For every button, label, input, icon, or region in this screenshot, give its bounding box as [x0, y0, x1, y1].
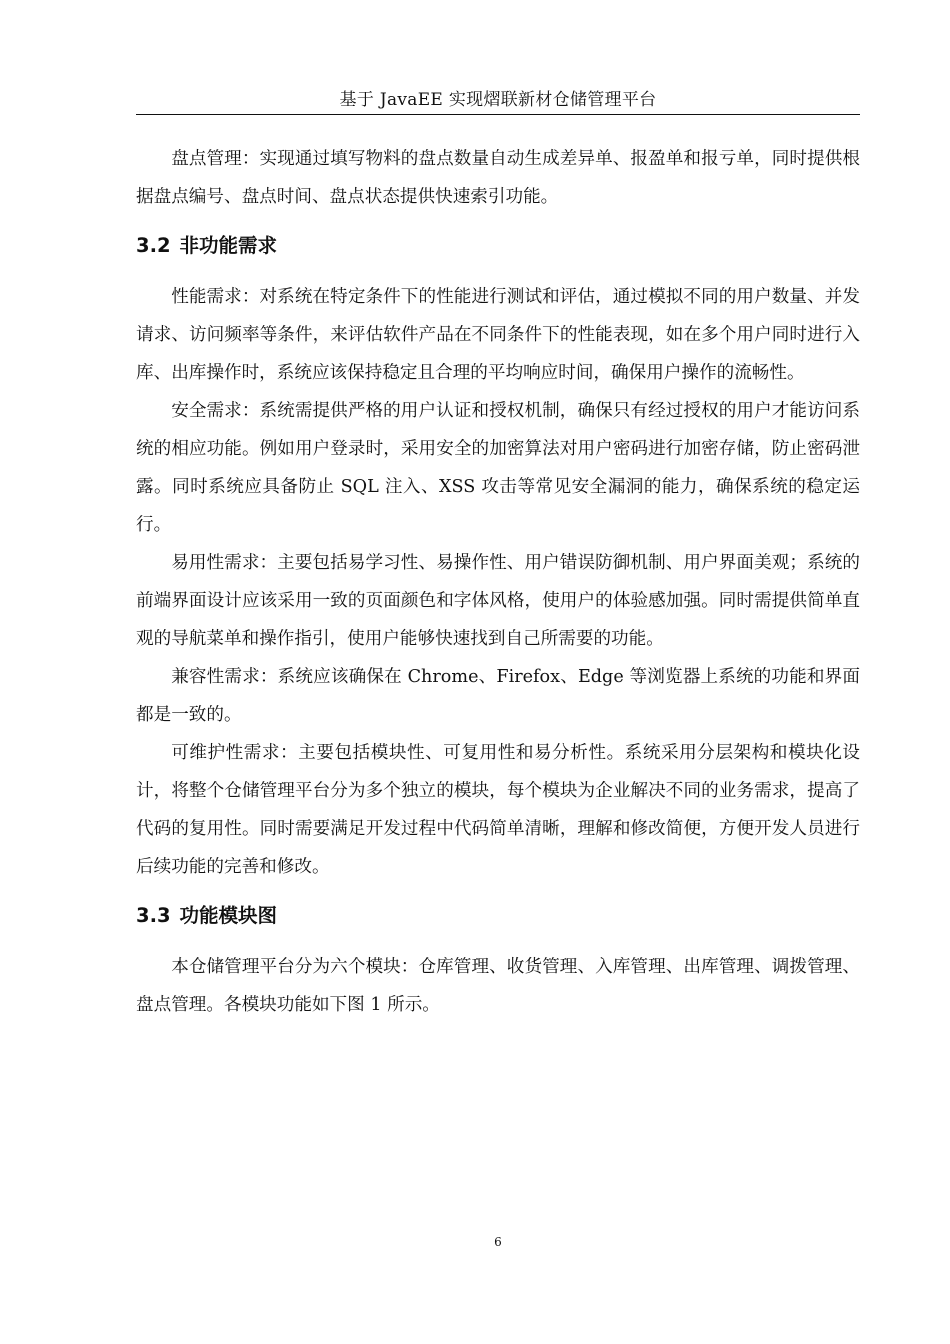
section-number: 3.2 — [136, 234, 171, 257]
header-divider — [136, 114, 860, 115]
section-title: 非功能需求 — [179, 234, 278, 257]
paragraph-modules: 本仓储管理平台分为六个模块：仓库管理、收货管理、入库管理、出库管理、调拨管理、盘点管理。各模块功能如下图 1 所示。 — [136, 957, 860, 1015]
paragraph-inventory: 盘点管理：实现通过填写物料的盘点数量自动生成差异单、报盈单和报亏单，同时提供根据盘点编号、盘点时间、盘点状态提供快速索引功能。 — [136, 149, 860, 207]
section-title: 功能模块图 — [179, 904, 278, 927]
paragraph-maintainability: 可维护性需求：主要包括模块性、可复用性和易分析性。系统采用分层架构和模块化设计，将整个仓储管理平台分为多个独立的模块，每个模块为企业解决不同的业务需求，提高了代码的复用性。同时需要满足开发过程中代码简单清晰，理解和修改简便，方便开发人员进行后续功能的完善和修改。 — [136, 743, 860, 877]
section-heading-3-2 — [136, 233, 860, 259]
paragraph-security: 安全需求：系统需提供严格的用户认证和授权机制，确保只有经过授权的用户才能访问系统的相应功能。例如用户登录时，采用安全的加密算法对用户密码进行加密存储，防止密码泄露。同时系统应具备防止 SQL 注入、XSS 攻击等常见安全漏洞的能力，确保系统的稳定运行。 — [136, 401, 860, 535]
section-heading-3-3 — [136, 903, 860, 929]
paragraph-performance: 性能需求：对系统在特定条件下的性能进行测试和评估，通过模拟不同的用户数量、并发请求、访问频率等条件，来评估软件产品在不同条件下的性能表现，如在多个用户同时进行入库、出库操作时，系统应该保持稳定且合理的平均响应时间，确保用户操作的流畅性。 — [136, 287, 860, 383]
page-body — [136, 140, 860, 1024]
page-number: 6 — [494, 1235, 502, 1249]
running-header: 基于 JavaEE 实现熠联新材仓储管理平台 — [339, 90, 657, 110]
paragraph-compatibility: 兼容性需求：系统应该确保在 Chrome、Firefox、Edge 等浏览器上系统的功能和界面都是一致的。 — [136, 667, 860, 725]
paragraph-usability: 易用性需求：主要包括易学习性、易操作性、用户错误防御机制、用户界面美观；系统的前端界面设计应该采用一致的页面颜色和字体风格，使用户的体验感加强。同时需提供简单直观的导航菜单和操作指引，使用户能够快速找到自己所需要的功能。 — [136, 553, 860, 649]
section-number: 3.3 — [136, 904, 171, 927]
